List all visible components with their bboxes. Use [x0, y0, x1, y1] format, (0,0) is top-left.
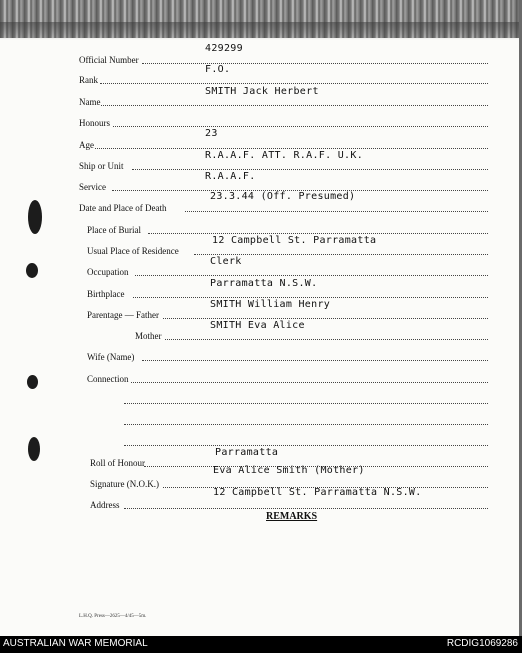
roll-of-honour-value: Parramatta: [215, 447, 279, 458]
signature-value: Eva Alice Smith (Mother): [213, 465, 365, 476]
punch-hole-4: [28, 437, 40, 461]
occupation-label: Occupation: [87, 267, 129, 277]
birthplace-value: Parramatta N.S.W.: [210, 278, 318, 289]
usual-residence-value: 12 Campbell St. Parramatta: [212, 235, 377, 246]
mother-line: [165, 339, 488, 340]
birthplace-label: Birthplace: [87, 289, 125, 299]
footer-record-id: RCDIG1069286: [446, 638, 518, 649]
date-place-death-line: [185, 211, 488, 212]
connection-line-2: [124, 403, 488, 404]
honours-line: [113, 126, 488, 127]
connection-line-3: [124, 424, 488, 425]
name-label: Name: [79, 97, 101, 107]
archive-footer: [0, 636, 522, 653]
usual-residence-line: [194, 254, 488, 255]
address-label: Address: [90, 500, 120, 510]
official-number-label: Official Number: [79, 55, 139, 65]
address-value: 12 Campbell St. Parramatta N.S.W.: [213, 487, 422, 498]
age-value: 23: [205, 128, 218, 139]
rank-label: Rank: [79, 75, 98, 85]
rank-line: [100, 83, 488, 84]
footer-archive-name: AUSTRALIAN WAR MEMORIAL: [3, 638, 148, 649]
parentage-father-line: [163, 318, 488, 319]
connection-line-4: [124, 445, 488, 446]
parentage-father-label: Parentage — Father: [87, 310, 159, 320]
rank-value: F.O.: [205, 64, 231, 75]
remarks-heading: REMARKS: [266, 511, 318, 522]
name-line: [101, 105, 488, 106]
roll-of-honour-label: Roll of Honour: [90, 458, 145, 468]
date-place-death-label: Date and Place of Death: [79, 203, 167, 213]
service-label: Service: [79, 182, 106, 192]
printer-note: L.H.Q. Press—2625—4/45—5m.: [79, 614, 147, 619]
honours-label: Honours: [79, 118, 110, 128]
name-value: SMITH Jack Herbert: [205, 86, 319, 97]
mother-value: SMITH Eva Alice: [210, 320, 305, 331]
date-place-death-value: 23.3.44 (Off. Presumed): [210, 191, 356, 202]
address-line: [124, 508, 488, 509]
occupation-value: Clerk: [210, 256, 242, 267]
connection-line-1: [131, 382, 488, 383]
punch-hole-1: [28, 200, 42, 234]
usual-residence-label: Usual Place of Residence: [87, 246, 179, 256]
age-label: Age: [79, 140, 94, 150]
punch-hole-3: [27, 375, 38, 389]
birthplace-line: [133, 297, 488, 298]
service-value: R.A.A.F.: [205, 171, 256, 182]
signature-label: Signature (N.O.K.): [90, 479, 159, 489]
connection-label: Connection: [87, 374, 129, 384]
official-number-line: [142, 63, 488, 64]
official-number-value: 429299: [205, 43, 243, 54]
age-line: [95, 148, 488, 149]
parentage-father-value: SMITH William Henry: [210, 299, 331, 310]
ship-or-unit-value: R.A.A.F. ATT. R.A.F. U.K.: [205, 150, 364, 161]
ship-or-unit-line: [132, 169, 488, 170]
wife-line: [142, 360, 488, 361]
place-burial-label: Place of Burial: [87, 225, 141, 235]
mother-label: Mother: [135, 331, 162, 341]
occupation-line: [135, 275, 488, 276]
punch-hole-2: [26, 263, 38, 278]
scan-edge-shadow: [0, 22, 522, 40]
ship-or-unit-label: Ship or Unit: [79, 161, 124, 171]
wife-label: Wife (Name): [87, 352, 135, 362]
place-burial-line: [148, 233, 488, 234]
